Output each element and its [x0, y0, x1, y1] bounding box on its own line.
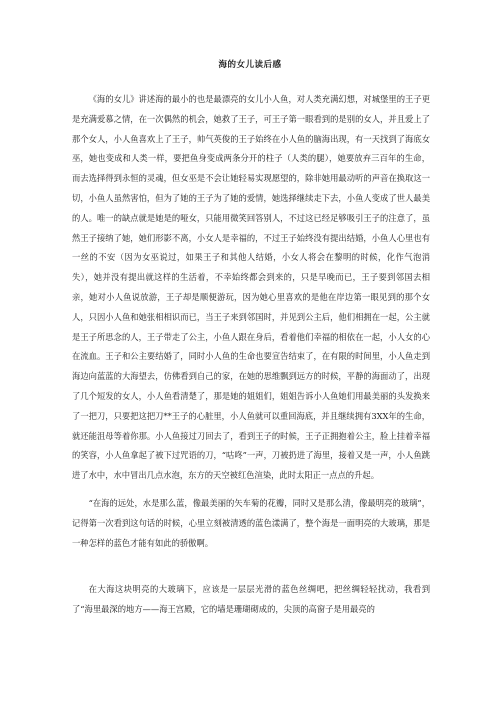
- paragraph-palace: 在大海这块明亮的大玻璃下，应该是一层层光滑的蓝色丝绸吧，把丝绸轻轻扰动，我看到了“海里最深的地方——海王宫殿，它的墙是珊瑚砌成的，尖顶的高窗子是用最亮的: [72, 584, 430, 614]
- paragraph-quote: “在海的远处，水是那么蓝，像最美丽的矢车菊的花瓣，同时又是那么清，像最明亮的玻璃”，记得第一次看到这句话的时候，心里立刻被清透的蓝色漾满了，整个海是一面明亮的大玻璃，那是一种怎样的蓝色才能有如此的骄傲啊。: [72, 498, 430, 548]
- document-title: 海的女儿读后感: [218, 60, 282, 70]
- paragraph-summary: 《海的女儿》讲述海的最小的也是最漂亮的女儿小人鱼，对人类充满幻想，对城堡里的王子更是充满爱慕之情，在一次偶然的机会，她救了王子，可王子第一眼看到的是别的女人，并且爱上了那个女人，小人鱼喜欢上了王子，帅气英俊的王子始终在小人鱼的脑海出现，有一天找到了海底女巫，她也变成和人类一样，要把鱼身变成两条分开的柱子（人类的腿），她要放弃三百年的生命，而去选择得到永恒的灵魂，但女巫是不会让她轻易实现愿望的，除非她用最动听的声音在换取这一切，小鱼人虽然害怕，但为了她的王子为了她的爱情，她选择继续走下去，小鱼人变成了世人最美的人。唯一的缺点就是她是的哑女，只能用微笑回答别人，不过这已经足够吸引王子的注意了，虽然王子接纳了她，她们形影不离，小女人是幸福的，不过王子始终没有提出结婚，小鱼人心里也有一丝的不安（因为女巫说过，如果王子和其他人结婚，小女人将会在黎明的时候，化作气泡消失），她并没有提出就这样的生活着，不幸始终都会到来的，只是早晚而已，王子要到邻国去相亲，她对小人鱼说放游，王子却是顺便游玩，因为她心里喜欢的是他在岸边第一眼见到的那个女人，只因小人鱼和她张相相识而已，当王子来到邻国时，并见到公主后，他们相拥在一起，公主就是王子所思念的人，王子带走了公主，小鱼人跟在身后，看着他们幸福的相依在一起，小人女的心在流血。王子和公主要结婚了，同时小人鱼的生命也要宣告结束了，在有限的时间里，小人鱼走到海边向蓝蓝的大海望去，仿佛看到自己的家，在她的思维飘到远方的时候，平静的海面动了，出现了几个短发的女人，小人鱼看清楚了，那是她的姐姐们，姐姐告诉小人鱼她们用最美丽的头发换来了一把刀，只要把这把刀**王子的心脏里，小人鱼就可以重回海底，并且继续拥有3XX年的生命，就还能沮母等着你那。小人鱼接过刀回去了，看到王子的时候，王子正拥抱着公主，脸上挂着幸福的笑容，小人鱼拿起了被下过咒语的刀，“咕咚”一声，刀被扔进了海里，接着又是一声，小人鱼跳进了水中，水中冒出几点水泡，东方的天空被红色渲染，此时太阳正一点点的升起。: [72, 94, 430, 481]
